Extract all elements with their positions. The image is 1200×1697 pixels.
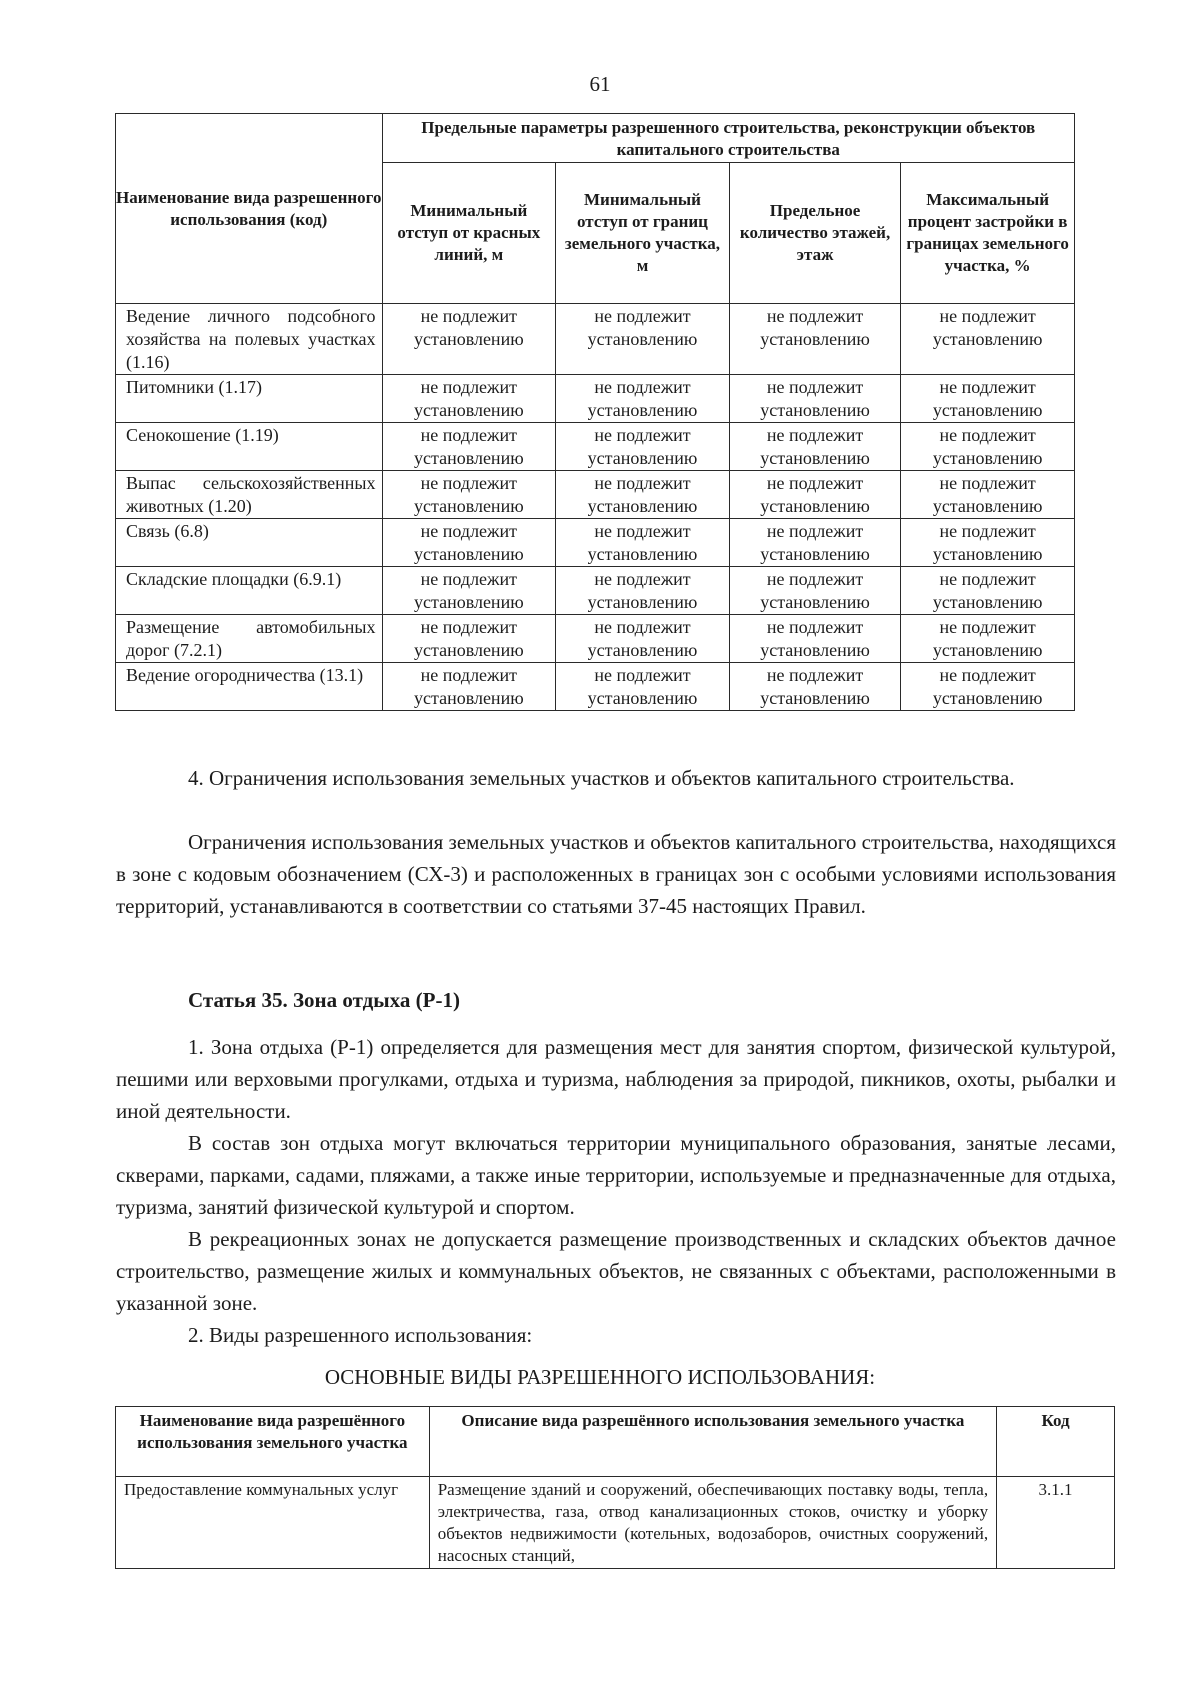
parameter-value-cell: не подлежит установлению	[382, 615, 556, 663]
parameter-value-cell: не подлежит установлению	[556, 615, 730, 663]
parameter-value-cell: не подлежит установлению	[729, 423, 900, 471]
parameter-value-cell: не подлежит установлению	[729, 663, 900, 711]
table-row	[116, 1477, 1115, 1569]
parameter-value-cell: не подлежит установлению	[901, 615, 1075, 663]
parameter-value-cell: не подлежит установлению	[556, 663, 730, 711]
parameter-value-cell: не подлежит установлению	[729, 471, 900, 519]
use-name-cell: Сенокошение (1.19)	[116, 423, 383, 471]
use-name-cell: Размещение автомобильных дорог (7.2.1)	[116, 615, 383, 663]
parameter-value-cell: не подлежит установлению	[382, 375, 556, 423]
table-row	[116, 423, 1075, 471]
uses-table-body	[116, 1477, 1115, 1569]
use-name-cell: Ведение личного подсобного хозяйства на полевых участках (1.16)	[116, 304, 383, 375]
parameter-value-cell: не подлежит установлению	[729, 615, 900, 663]
use-name-cell: Ведение огородничества (13.1)	[116, 663, 383, 711]
parameter-value-cell: не подлежит установлению	[901, 519, 1075, 567]
table-row	[116, 375, 1075, 423]
table-row	[116, 304, 1075, 375]
header-max-floors: Предельное количество этажей, этаж	[729, 163, 900, 304]
parameter-value-cell: не подлежит установлению	[556, 567, 730, 615]
building-parameters-table	[115, 113, 1075, 711]
parameter-value-cell: не подлежит установлению	[556, 519, 730, 567]
header-use-name: Наименование вида разрешённого использования земельного участка	[116, 1407, 430, 1477]
parameter-value-cell: не подлежит установлению	[901, 567, 1075, 615]
parameter-value-cell: не подлежит установлению	[901, 423, 1075, 471]
use-name-cell: Предоставление коммунальных услуг	[116, 1477, 430, 1569]
parameter-value-cell: не подлежит установлению	[382, 567, 556, 615]
use-name-cell: Выпас сельскохозяйственных животных (1.20)	[116, 471, 383, 519]
use-description-cell: Размещение зданий и сооружений, обеспечивающих поставку воды, тепла, электричества, газа, отвод канализационных стоков, очистку и уборку объектов недвижимости (котельных, водозаборов, очистных сооружений, насосных станций,	[429, 1477, 996, 1569]
header-parameters-group: Предельные параметры разрешенного строительства, реконструкции объектов капитального строительства	[382, 114, 1075, 163]
article-paragraph-2: В состав зон отдыха могут включаться территории муниципального образования, занятые лесами, скверами, парками, садами, пляжами, а также иные территории, используемые и предназначенные для отдыха, туризма, занятий физической культурой и спортом.	[116, 1131, 1116, 1219]
article-paragraph-1: 1. Зона отдыха (Р-1) определяется для размещения мест для занятия спортом, физической культурой, пешими или верховыми прогулками, отдыха и туризма, наблюдения за природой, пикников, охоты, рыбалки и иной деятельности.	[116, 1035, 1116, 1123]
parameter-value-cell: не подлежит установлению	[556, 304, 730, 375]
parameter-value-cell: не подлежит установлению	[556, 375, 730, 423]
parameter-value-cell: не подлежит установлению	[729, 375, 900, 423]
table-row	[116, 567, 1075, 615]
parameter-value-cell: не подлежит установлению	[901, 471, 1075, 519]
parameter-value-cell: не подлежит установлению	[556, 471, 730, 519]
section-4-title: 4. Ограничения использования земельных участков и объектов капитального строительства.	[188, 766, 1015, 790]
parameter-value-cell: не подлежит установлению	[729, 567, 900, 615]
parameter-value-cell: не подлежит установлению	[901, 375, 1075, 423]
header-use-name: Наименование вида разрешенного использования (код)	[116, 114, 383, 304]
article-heading: Статья 35. Зона отдыха (Р-1)	[188, 988, 460, 1012]
header-use-code: Код	[997, 1407, 1115, 1477]
article-paragraph-4: 2. Виды разрешенного использования:	[188, 1323, 533, 1347]
parameter-value-cell: не подлежит установлению	[382, 663, 556, 711]
parameter-value-cell: не подлежит установлению	[901, 304, 1075, 375]
table-row	[116, 663, 1075, 711]
main-uses-title: ОСНОВНЫЕ ВИДЫ РАЗРЕШЕННОГО ИСПОЛЬЗОВАНИЯ:	[324, 1365, 876, 1389]
parameter-value-cell: не подлежит установлению	[901, 663, 1075, 711]
use-name-cell: Питомники (1.17)	[116, 375, 383, 423]
article-paragraph-3: В рекреационных зонах не допускается размещение производственных и складских объектов дачное строительство, размещение жилых и коммунальных объектов, не связанных с объектами, расположенными в указанной зоне.	[116, 1227, 1116, 1315]
parameter-value-cell: не подлежит установлению	[382, 471, 556, 519]
parameter-value-cell: не подлежит установлению	[729, 304, 900, 375]
table-row	[116, 519, 1075, 567]
section-4-paragraph: Ограничения использования земельных участков и объектов капитального строительства, находящихся в зоне с кодовым обозначением (СХ-3) и расположенных в границах зон с особыми условиями использования территорий, устанавливаются в соответствии со статьями 37-45 настоящих Правил.	[116, 830, 1116, 918]
page-number: 61	[589, 72, 611, 96]
use-name-cell: Связь (6.8)	[116, 519, 383, 567]
table-row	[116, 615, 1075, 663]
parameter-value-cell: не подлежит установлению	[382, 304, 556, 375]
header-min-red-line-offset: Минимальный отступ от красных линий, м	[382, 163, 556, 304]
header-use-description: Описание вида разрешённого использования земельного участка	[429, 1407, 996, 1477]
use-name-cell: Складские площадки (6.9.1)	[116, 567, 383, 615]
permitted-uses-table	[115, 1406, 1115, 1569]
parameter-value-cell: не подлежит установлению	[382, 519, 556, 567]
parameter-value-cell: не подлежит установлению	[556, 423, 730, 471]
header-min-boundary-offset: Минимальный отступ от границ земельного участка, м	[556, 163, 730, 304]
use-code-cell: 3.1.1	[997, 1477, 1115, 1569]
table-row	[116, 471, 1075, 519]
parameter-value-cell: не подлежит установлению	[382, 423, 556, 471]
header-max-coverage: Максимальный процент застройки в границах земельного участка, %	[901, 163, 1075, 304]
parameters-table-body	[116, 304, 1075, 711]
parameter-value-cell: не подлежит установлению	[729, 519, 900, 567]
